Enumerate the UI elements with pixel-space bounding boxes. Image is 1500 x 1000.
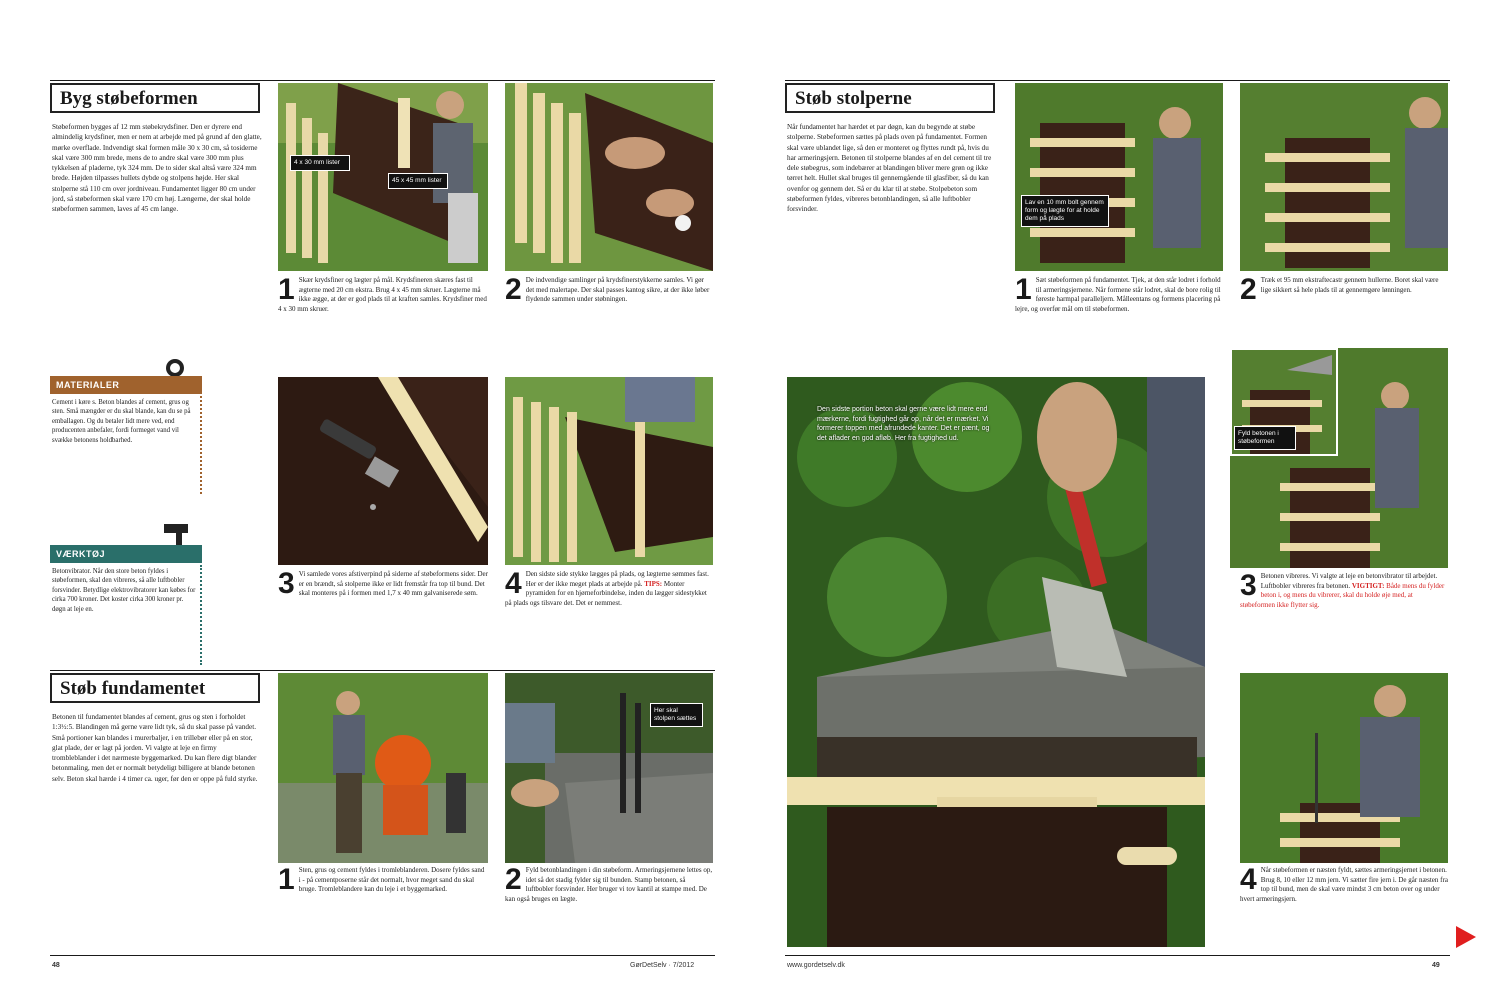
left-page-number: 48 <box>52 962 60 969</box>
section-title-fundament: Støb fundamentet <box>50 673 260 703</box>
stolpe-step-4-number: 4 <box>1240 866 1257 896</box>
photo-step-4-image <box>505 377 713 565</box>
step-2-number: 2 <box>505 276 522 306</box>
materialer-text: Cement i køre s. Beton blandes af cement, grus og sten. Små mængder er du skal blande, kan du se på emballagen. Og du betaler lidt mere ved, end producenten anbefaler, fordi formeget vand vil svække betonens holdbarhed. <box>52 399 191 444</box>
byg-body-text: Støbeformen bygges af 12 mm støbekrydsfiner. Den er dyrere end almindelig krydsfiner, men er nem at arbejde med på grund af den glatte, mørke overflade. Indvendigt skal formen måle 30 x 30 cm, så tosiderne skal være 300 mm brede, mens de to andre skal være 300 mm plus tykkelsen af pladerne, tyk 324 mm. De to sider skal altså være 324 mm brede. Højden tilpasses hullets dybde og stolpens højde. Her skal stolperne stå 110 cm over jordniveau. Fundamentet ligger 80 cm under jord, så støbeformen skal være 170 cm høj. Længerne, der skal holde støbeformen sammen, laves af 45 cm lange. <box>52 123 262 214</box>
right-bottom-rule <box>785 955 1450 956</box>
callout-bolt: Lav en 10 mm bolt gennem form og lægte for at holde dem på plads <box>1021 195 1109 227</box>
stolpe-step-2-text: Træk et 95 mm ekstraftecastr gennem hullerne. Boret skal være lige sikkert så hele plads til at gennemgøre lønningen. <box>1260 276 1439 294</box>
photo-stolpe-step-2-image <box>1240 83 1448 271</box>
vaerktoj-label: VÆRKTØJ <box>56 549 106 559</box>
stolpe-step-3-caption <box>1240 572 1448 662</box>
tips-label: TIPS: <box>644 579 663 588</box>
photo-step-3-image <box>278 377 488 565</box>
fundament-step-2-text: Fyld betonblandingen i din støbeform. Armeringsjernene lettes op, idet så det stadig fylder sig til bunden. Stamp betonen, så luftbobler forsvinder. Her bruger vi tov kantil at stampe med. De kan også bruges en lægte. <box>505 866 713 903</box>
photo-stolpe-step-2 <box>1240 83 1448 271</box>
fundament-body-text: Betonen til fundamentet blandes af cement, grus og sten i forholdet 1:3½:5. Blandingen må gerne være lidt tyk, så du skal passe på vandet. Små portioner kan blandes i murerbaljer, i en trillebør eller på en stor, glat plade, der er lagt på jorden. Vi valgte at leje en firmy trombleblander i det nærmeste byggemarked. Du kan flere digt blander betonmaling, men det er normalt betydeligt billigere at blande betonen selv. Beton skal hærde i 4 timer ca. uger, før den er oppe på fuld styrke. <box>52 713 258 783</box>
callout-4x30-lister: 4 x 30 mm lister <box>290 155 350 171</box>
callout-fill-concrete: Fyld betonen i støbeformen <box>1234 426 1296 450</box>
stolpe-step-2-number: 2 <box>1240 276 1257 306</box>
stolpe-step-3-number: 3 <box>1240 572 1257 602</box>
callout-top-finish: Den sidste portion beton skal gerne være lidt mere end mærkerne, fordi fugtighed går op, når det er mærket. Vi formerer toppen med afrundede kanter. Det er pænt, og det aflader en god afløb. Her fra fugtighed ud. <box>817 406 990 442</box>
right-footer-url[interactable]: www.gordetselv.dk <box>787 962 845 969</box>
right-top-rule <box>785 80 1450 81</box>
step-1-caption <box>278 276 488 364</box>
photo-stolpe-step-4-image <box>1240 673 1448 863</box>
stolpe-step-4-caption <box>1240 866 1448 948</box>
fundament-step-1-number: 1 <box>278 866 295 896</box>
fundament-top-rule <box>50 670 715 671</box>
tips-text: Monter pyramiden for en hjørneforbindelse, inden du lægger sidestykket på plads ogs tilsvare det. Det er nemmest. <box>505 579 707 607</box>
step-3-text: Vi samlede vores afstiverpind på siderne af støbeformens sider. Der er en brændt, så stolperne ikke er lidt fremstår fra top til bund. Det skal monteres på i formen med 1,7 x 40 mm galvaniserede søm. <box>298 570 488 598</box>
photo-step-4 <box>505 377 713 565</box>
step-1-number: 1 <box>278 276 295 306</box>
photo-stolpe-main-image <box>787 377 1205 947</box>
materialer-label: MATERIALER <box>56 380 120 390</box>
left-top-rule <box>50 80 715 81</box>
callout-45x45-lister: 45 x 45 mm lister <box>388 173 448 189</box>
step-2-text: De indvendige samlinger på krydsfinerstykkerne samles. Vi gør det med malertape. Der skal passes kantog sikre, at der ikke løber flydende sammen under støbningen. <box>525 276 710 304</box>
fundament-step-1-caption <box>278 866 488 946</box>
stolpe-step-2-caption <box>1240 276 1448 346</box>
photo-step-1 <box>278 83 488 271</box>
photo-stolpe-step-1 <box>1015 83 1223 271</box>
photo-stolpe-step-4 <box>1240 673 1448 863</box>
step-2-caption <box>505 276 713 364</box>
photo-step-1-image <box>278 83 488 271</box>
fundament-step-2-number: 2 <box>505 866 522 896</box>
section-title-byg: Byg støbeformen <box>50 83 260 113</box>
next-page-arrow-icon[interactable] <box>1456 926 1476 948</box>
vigtigt-label: VIGTIGT: <box>1351 581 1385 590</box>
materialer-box <box>50 358 205 496</box>
photo-step-2-image <box>505 83 713 271</box>
photo-fundament-2-image <box>505 673 713 863</box>
vaerktoj-side-rule <box>200 565 204 665</box>
callout-stolpe-position: Her skal stolpen sættes <box>650 703 703 727</box>
stolpe-step-3-text: Betonen vibreres. Vi valgte at leje en betonvibrator til arbejdet. Luftbobler vibreres fra betonen. <box>1260 572 1438 590</box>
photo-fundament-1 <box>278 673 488 863</box>
fundament-step-1-text: Sten, grus og cement fyldes i tromleblanderen. Dosere fyldes sand i - på cementposerne står det normalt, hvor meget sand du skal bruge. Tromleblandere kan du leje i et byggemarked. <box>298 866 485 894</box>
step-3-caption <box>278 570 488 658</box>
stolpe-step-4-text: Når støbeformen er næsten fyldt, sættes armeringsjernet i betonen. Brug 8, 10 eller 12 mm jern. Vi sætter fire jern i. De går næsten fra top til bund, men de skal være mindst 3 cm beton over og under hvert armeringsjern. <box>1240 866 1448 903</box>
section-title-stolper: Støb stolperne <box>785 83 995 113</box>
vaerktoj-text: Betonvibrator. Når den store beton fyldes i støbeformen, skal den vibreres, så alle luftbobler forsvinder. Betydlige elektrovibratorer kan købes for cirka 700 kroner. Det koster cirka 300 kroner pr. døgn at leje en. <box>52 568 196 613</box>
photo-fundament-2 <box>505 673 713 863</box>
step-4-caption <box>505 570 713 658</box>
stolpe-step-1-text: Sæt støbeformen på fundamentet. Tjek, at den står lodret i forhold til armeringsjernene. Når formene står lodret, skal de bore rolig til føreste harmpal paralleljern. Målleentans og formens placering på lejre, og overfør mål om til støbeformen. <box>1015 276 1221 313</box>
stolpe-step-1-caption <box>1015 276 1223 366</box>
step-3-number: 3 <box>278 570 295 600</box>
stolpe-step-1-number: 1 <box>1015 276 1032 306</box>
vigtigt-text: Både mens du fylder beton i, og mens du vibrerer, skal du holde øje med, at støbeformen ikke flytter sig. <box>1240 581 1445 609</box>
photo-stolpe-main <box>787 377 1205 947</box>
photo-stolpe-step-1-image <box>1015 83 1223 271</box>
left-bottom-rule <box>50 955 715 956</box>
photo-fundament-1-image <box>278 673 488 863</box>
step-4-number: 4 <box>505 570 522 600</box>
photo-stolpe-step-3 <box>1230 348 1448 568</box>
fundament-step-2-caption <box>505 866 713 946</box>
right-page-number: 49 <box>1432 962 1440 969</box>
left-footer-mag: GørDetSelv · 7/2012 <box>630 962 695 969</box>
stolper-body-text: Når fundamentet har hærdet et par døgn, kan du begynde at støbe stolperne. Støbeformen sættes på plads oven på fundamentet. Formen skal være ublandet lige, så den er monteret og flyttes rundt på, hvis du har armeringsjern. Betonen til stolperne blandes af en del cement til tre dele støbegrus, som indebærer at blandingen bliver mere grøn og ikke tørret helt. Hullet skal bruges til gennemgående til glasfiber, så du kan ovenfor og gennem det. Så er du klar til at støbe. Stolpebeton som støbeformen fyldes, vibreres betonblandingen, så alle luftbobler forsvinder. <box>787 123 992 214</box>
step-4-text: Den sidste side stykke lægges på plads, og lægterne sømmes fast. Her er der ikke meget plads at arbejde på. <box>525 570 709 588</box>
photo-step-2 <box>505 83 713 271</box>
step-1-text: Skær krydsfiner og lægter på mål. Krydsfineren skæres fast til ægterne med 20 cm ekstra. Brug 4 x 45 mm skruer. Lægterne må ikke ægge, at der er god plads til at kraften samles. Krydsfiner med 4 x 30 mm skruer. <box>278 276 487 313</box>
vaerktoj-box <box>50 520 205 670</box>
materialer-side-rule <box>200 396 204 494</box>
photo-step-3 <box>278 377 488 565</box>
